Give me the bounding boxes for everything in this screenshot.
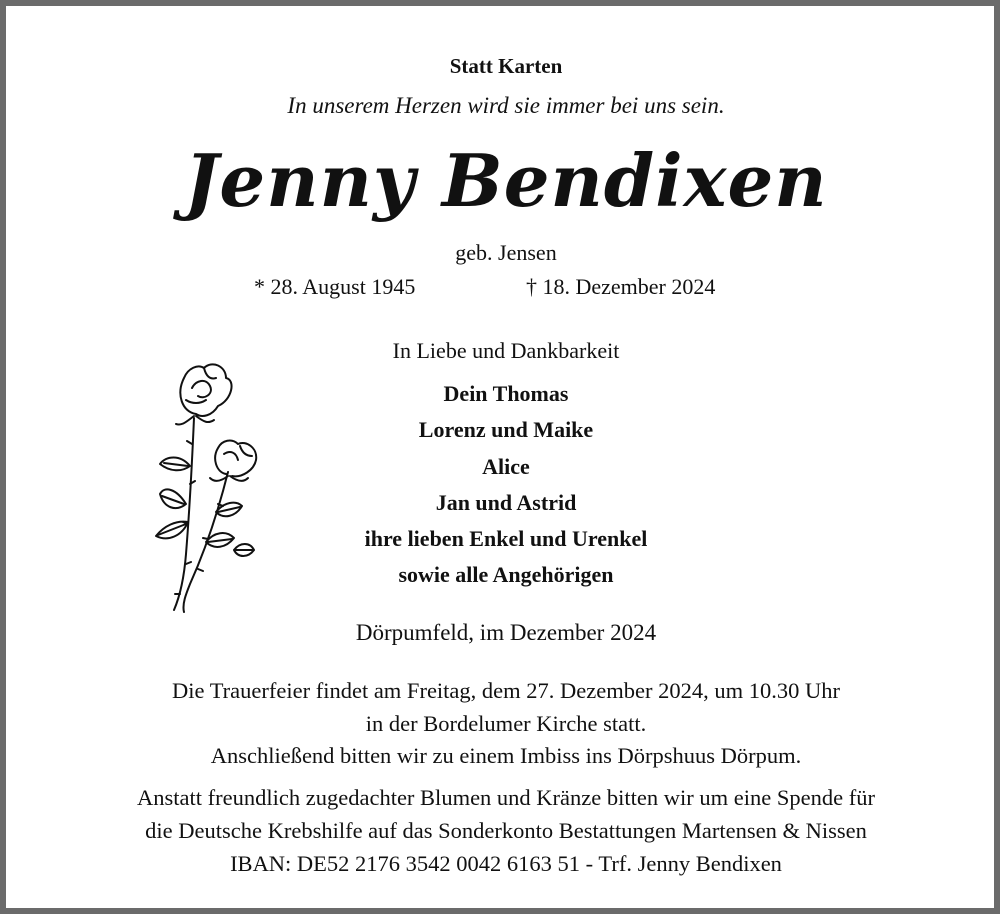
notice-header: Statt Karten	[449, 54, 563, 78]
place-date: Dörpumfeld, im Dezember 2024	[355, 620, 657, 645]
mourner: ihre lieben Enkel und Urenkel	[364, 526, 648, 552]
death-date: † 18. Dezember 2024	[526, 274, 716, 299]
funeral-line: in der Bordelumer Kirche statt.	[365, 711, 647, 736]
motto: In unserem Herzen wird sie immer bei uns sein.	[287, 93, 725, 118]
mourner: Alice	[482, 453, 530, 479]
donation-line: IBAN: DE52 2176 3542 0042 6163 51 - Trf. Jenny Bendixen	[230, 851, 782, 876]
donation-info	[6, 781, 1000, 880]
reception-line: Anschließend bitten wir zu einem Imbiss ins Dörpshuus Dörpum.	[210, 743, 802, 768]
maiden-name: geb. Jensen	[455, 240, 557, 265]
mourner: Jan und Astrid	[435, 489, 577, 515]
funeral-info	[6, 674, 1000, 740]
birth-date: * 28. August 1945	[254, 274, 416, 299]
reception-info	[6, 739, 1000, 772]
donation-line: die Deutsche Krebshilfe auf das Sonderkonto Bestattungen Martensen & Nissen	[145, 818, 867, 843]
dedication: In Liebe und Dankbarkeit	[392, 338, 620, 363]
funeral-line: Die Trauerfeier findet am Freitag, dem 27. Dezember 2024, um 10.30 Uhr	[172, 678, 840, 703]
mourner: Dein Thomas	[443, 381, 569, 406]
deceased-name: Jenny Bendixen	[184, 138, 828, 223]
mourners-list	[6, 376, 1000, 594]
mourner: sowie alle Angehörigen	[398, 562, 614, 588]
donation-line: Anstatt freundlich zugedachter Blumen und Kränze bitten wir um eine Spende für	[137, 785, 875, 810]
mourner: Lorenz und Maike	[418, 417, 594, 443]
